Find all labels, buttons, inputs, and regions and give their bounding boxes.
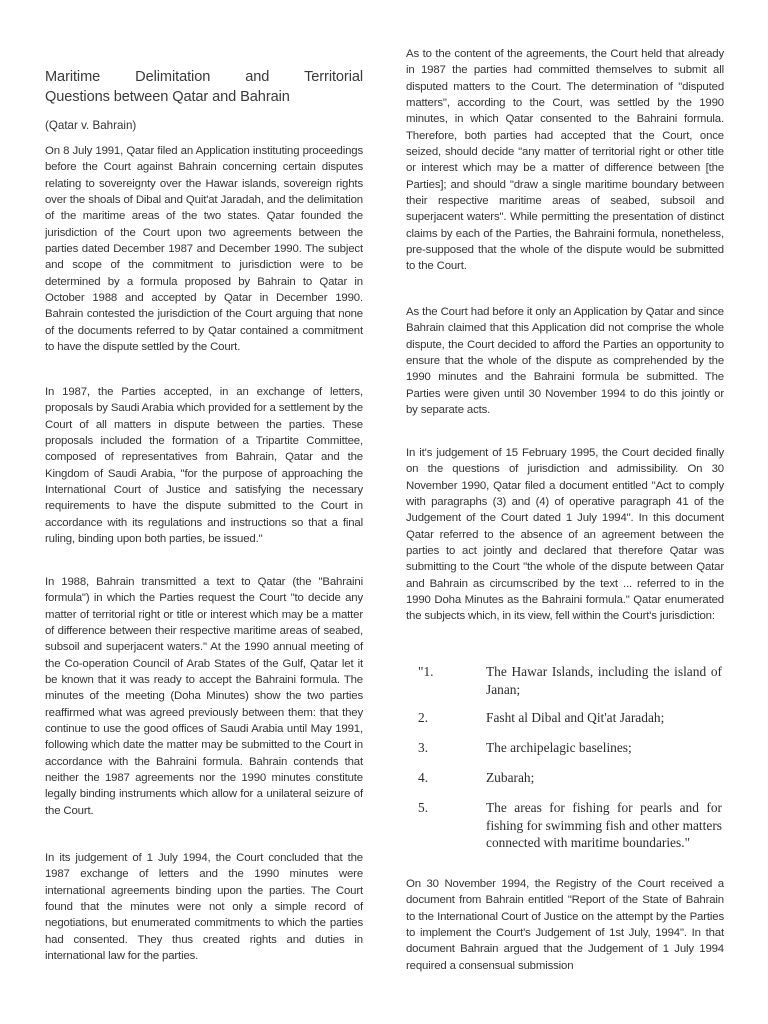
list-item: [406, 709, 724, 727]
list-item: [406, 663, 724, 698]
paragraph: In it's judgement of 15 February 1995, the Court decided finally on the questions of jurisdiction and admissibility. On 30 November 1990, Qatar filed a document entitled "Act to comply with paragraphs (3) and (4) of operative paragraph 41 of the Judgement of the Court dated 1 July 1994". In this document Qatar referred to the absence of an agreement between the parties to act jointly and declared that therefore Qatar was submitting to the Court "the whole of the dispute between Qatar and Bahrain as circumscribed by the text ... referred to in the 1990 Doha Minutes as the Bahraini formula." Qatar enumerated the subjects which, in its view, fell within the Court's jurisdiction:: [406, 447, 724, 623]
list-item-number: 5.: [418, 800, 429, 815]
title-line-1: Maritime Delimitation and Territorial: [45, 69, 363, 85]
list-item: [406, 769, 724, 787]
list-item-number: 3.: [418, 740, 429, 755]
document-title: [45, 67, 363, 107]
paragraph: As the Court had before it only an Application by Qatar and since Bahrain claimed that this Application did not comprise the whole dispute, the Court decided to afford the Parties an opportunity to ensure that the whole of the dispute as comprehended by the 1990 minutes and the Bahraini formula be submitted. The Parties were given until 30 November 1994 to do this jointly or by separate acts.: [406, 306, 724, 417]
list-item-text: The areas for fishing for pearls and for fishing for swimming fish and other matters connected with maritime boundaries.": [486, 800, 722, 850]
paragraph: In its judgement of 1 July 1994, the Court concluded that the 1987 exchange of letters and the 1990 minutes were international agreements binding upon the parties. The Court found that the minutes were not only a simple record of negotiations, but enumerated commitments to which the parties had consented. They thus created rights and duties in international law for the parties.: [45, 852, 363, 963]
list-item-text: The Hawar Islands, including the island of Janan;: [486, 664, 722, 697]
paragraph: On 30 November 1994, the Registry of the Court received a document from Bahrain entitled "Report of the State of Bahrain to the International Court of Justice on the attempt by the Parties to implement the Court's Judgement of 1st July, 1994". In that document Bahrain argued that the Judgement of 1 July 1994 required a consensual submission: [406, 878, 724, 972]
list-item-text: The archipelagic baselines;: [486, 740, 632, 755]
paragraph: In 1987, the Parties accepted, in an exchange of letters, proposals by Saudi Arabia which provided for a settlement by the Court of all matters in dispute between the parties. These proposals included the formation of a Tripartite Committee, composed of representatives from Bahrain, Qatar and the Kingdom of Saudi Arabia, "for the purpose of approaching the International Court of Justice and satisfying the necessary requirements to have the dispute submitted to the Court in accordance with its regulations and instructions so that a final ruling, binding upon both parties, be issued.": [45, 386, 363, 546]
paragraph: On 8 July 1991, Qatar filed an Application instituting proceedings before the Court against Bahrain concerning certain disputes relating to sovereignty over the Hawar islands, sovereign rights over the shoals of Dibal and Quit'at Jaradah, and the delimitation of the maritime areas of the two states. Qatar founded the jurisdiction of the Court upon two agreements between the parties dated December 1987 and December 1990. The subject and scope of the commitment to jurisdiction were to be determined by a formula proposed by Bahrain to Qatar in October 1988 and accepted by Qatar in December 1990. Bahrain contested the jurisdiction of the Court arguing that none of the documents referred to by Qatar contained a commitment to have the dispute settled by the Court.: [45, 145, 363, 354]
list-item-text: Zubarah;: [486, 770, 535, 785]
case-subtitle: (Qatar v. Bahrain): [45, 119, 137, 132]
list-item: [406, 799, 724, 852]
list-item: [406, 739, 724, 757]
title-line-2: Questions between Qatar and Bahrain: [45, 89, 290, 105]
list-item-number: "1.: [418, 664, 434, 679]
list-item-number: 2.: [418, 710, 429, 725]
list-item-number: 4.: [418, 770, 429, 785]
paragraph: As to the content of the agreements, the Court held that already in 1987 the parties had committed themselves to submit all disputed matters to the Court. The determination of "disputed matters", according to the Court, was settled by the 1990 minutes, in which Qatar consented to the Bahraini formula. Therefore, both parties had accepted that the Court, once seized, should decide "any matter of territorial right or other title or interest which may be a matter of difference between [the Parties]; and should "draw a single maritime boundary between their respective maritime areas of seabed, subsoil and superjacent waters". While permitting the presentation of distinct claims by each of the Parties, the Bahraini formula, nonetheless, pre-supposed that the whole of the dispute would be submitted to the Court.: [406, 48, 724, 273]
list-item-text: Fasht al Dibal and Qit'at Jaradah;: [486, 710, 665, 725]
paragraph: In 1988, Bahrain transmitted a text to Qatar (the "Bahraini formula") in which the Parties request the Court "to decide any matter of territorial right or title or interest which may be a matter of difference between their respective maritime areas of seabed, subsoil and superjacent waters." At the 1990 annual meeting of the Co-operation Council of Arab States of the Gulf, Qatar let it be known that it was ready to accept the Bahraini formula. The minutes of the meeting (Doha Minutes) show the two parties reaffirmed what was agreed previously between them: that they continue to use the good offices of Saudi Arabia until May 1991, following which date the matter may be submitted to the Court in accordance with the Bahraini formula. Bahrain contends that neither the 1987 agreements nor the 1990 minutes constitute legally binding instruments which allow for a unilateral seizure of the Court.: [45, 576, 363, 817]
